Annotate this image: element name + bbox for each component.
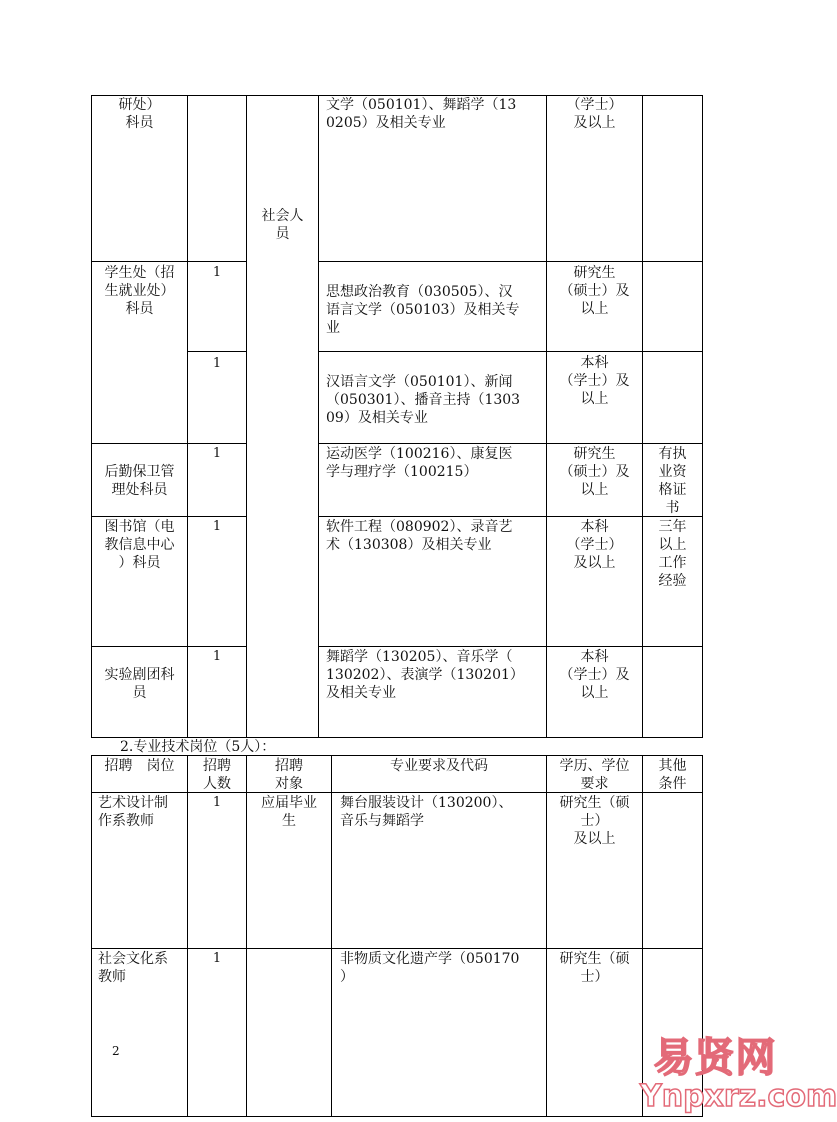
t1-r5-edu: 本科 （学士） 及以上: [566, 519, 623, 571]
t1-r5-other: 三年 以上 工作 经验: [658, 519, 687, 589]
watermark-line-1: 易贤网: [653, 1035, 777, 1081]
t1-r2-position: 学生处（招 生就业处） 科员: [104, 265, 175, 317]
t2-header-count: 招聘 人数: [203, 758, 231, 792]
watermark-logo: [640, 1035, 837, 1118]
t1-r4-count: 1: [212, 446, 222, 461]
t1-r4-major: 运动医学（100216）、康复医 学与理疗学（100215）: [326, 446, 513, 480]
page-number: 2: [112, 1044, 120, 1058]
t1-r4-other: 有执 业资 格证 书: [658, 446, 687, 516]
t2-r2-position: 社会文化系 教师: [98, 951, 168, 985]
t2-header-other: 其他 条件: [658, 758, 687, 792]
t2-header-target: 招聘 对象: [275, 758, 303, 792]
t1-r5-major: 软件工程（080902）、录音艺 术（130308）及相关专业: [326, 519, 513, 553]
t1-r6-major: 舞蹈学（130205）、音乐学（ 130202）、表演学（130201） 及相关专业: [326, 649, 524, 701]
t2-r1-major: 舞台服装设计（130200）、 音乐与舞蹈学: [340, 795, 513, 829]
watermark-line-2: Ynpxrz.com: [640, 1079, 837, 1114]
t1-r6-count: 1: [212, 649, 222, 664]
t1-r1-edu: （学士） 及以上: [566, 97, 623, 131]
t2-r1-edu: 研究生（硕 士） 及以上: [559, 795, 630, 847]
t1-r3-major: 汉语言文学（050101）、新闻 （050301）、播音主持（1303 09）及相关专业: [326, 374, 521, 426]
t2-header-position: 招聘 岗位: [104, 758, 175, 774]
t2-r2-count: 1: [212, 951, 222, 966]
t1-r5-position: 图书馆（电 教信息中心 ）科员: [104, 519, 175, 571]
t1-r6-edu: 本科 （学士）及 以上: [559, 649, 630, 701]
t1-r2-edu: 研究生 （硕士）及 以上: [559, 265, 630, 317]
section-2-title: 2.专业技术岗位（5人）：: [120, 739, 276, 755]
t2-r1-target: 应届毕业 生: [261, 795, 317, 829]
t1-r4-edu: 研究生 （硕士）及 以上: [559, 446, 630, 498]
t1-r5-count: 1: [212, 519, 222, 534]
t1-r1-major: 文学（050101）、舞蹈学（13 0205）及相关专业: [326, 97, 517, 131]
t1-r4-position: 后勤保卫管 理处科员: [104, 464, 175, 498]
t2-r2-major: 非物质文化遗产学（050170 ）: [340, 951, 520, 985]
t1-r6-position: 实验剧团科 员: [104, 667, 175, 701]
t1-target-merged: 社会人 员: [261, 208, 304, 242]
t1-r3-edu: 本科 （学士）及 以上: [559, 355, 630, 407]
t2-header-edu: 学历、学位 要求: [559, 758, 630, 792]
t1-r1-position: 研处） 科员: [118, 97, 161, 131]
t1-r3-count: 1: [212, 356, 222, 371]
t2-r1-count: 1: [212, 795, 222, 810]
t2-r2-edu: 研究生（硕 士）: [559, 951, 630, 985]
t2-header-major: 专业要求及代码: [390, 758, 488, 774]
t2-r1-position: 艺术设计制 作系教师: [98, 795, 168, 829]
t1-r2-major: 思想政治教育（030505）、汉 语言文学（050103）及相关专 业: [326, 284, 520, 336]
t1-r2-count: 1: [212, 265, 222, 280]
